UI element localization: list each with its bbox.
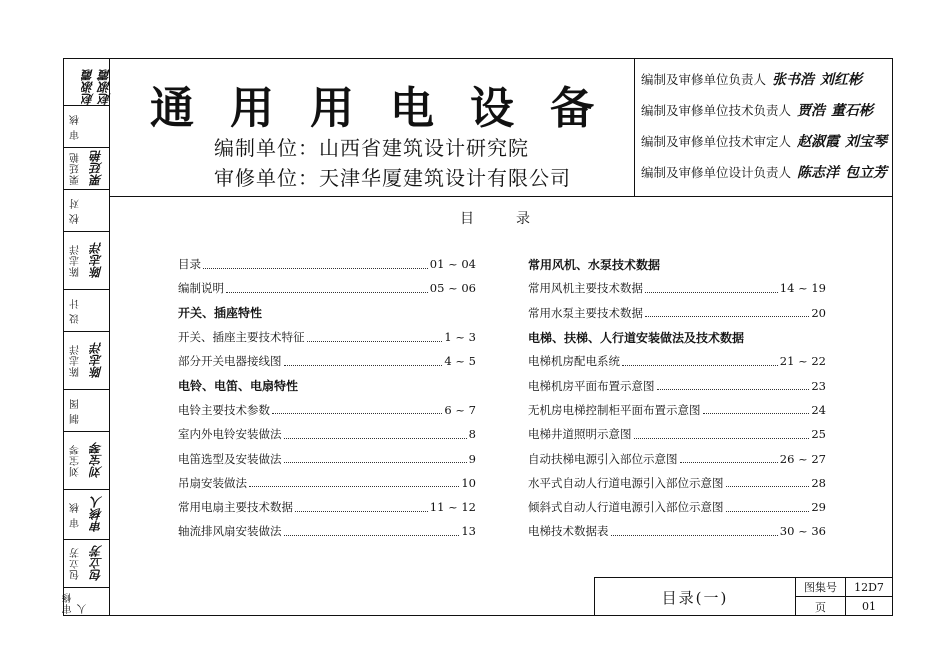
toc-entry-text: 开关、插座特性: [178, 306, 263, 321]
stamp-signature: [86, 588, 106, 614]
toc-entry-page: 10: [461, 475, 476, 490]
dot-leader: [284, 454, 467, 463]
responsibility-row: [641, 66, 862, 92]
toc-entry: [528, 422, 826, 446]
toc-entry: [528, 373, 826, 397]
stamp-cell: [63, 390, 109, 432]
toc-entry-page: 14 ~ 19: [779, 281, 826, 296]
toc-entry-page: 4 ~ 5: [444, 354, 476, 369]
dot-leader: [284, 527, 460, 536]
toc-entry-text: 电梯技术数据表: [528, 524, 609, 539]
toc-entry-text: 水平式自动人行道电源引入部位示意图: [528, 475, 724, 490]
toc-section-heading: [178, 301, 476, 325]
stamp-label: 审 核: [70, 113, 82, 140]
toc-entry: [178, 519, 476, 543]
toc-entry-page: 28: [811, 475, 826, 490]
atlas-number: 12D7: [846, 578, 892, 597]
toc-entry: [178, 349, 476, 373]
page-number: 01: [862, 600, 876, 613]
dot-leader: [226, 284, 428, 293]
toc-entry: [528, 471, 826, 495]
stamp-signature: [86, 106, 106, 147]
toc-entry-text: 常用电扇主要技术数据: [178, 500, 293, 515]
toc-entry-page: 29: [811, 500, 826, 515]
toc-entry-page: 13: [461, 524, 476, 539]
toc-entry-text: 轴流排风扇安装做法: [178, 524, 282, 539]
dot-leader: [645, 284, 778, 293]
toc-entry-page: 30 ~ 36: [779, 524, 826, 539]
signature-2: 刘宝琴: [845, 134, 888, 150]
toc-entry: [178, 446, 476, 470]
toc-entry-page: 26 ~ 27: [779, 451, 826, 466]
toc-left-column: [178, 252, 476, 544]
toc-entry-text: 常用风机主要技术数据: [528, 281, 643, 296]
toc-entry-page: 6 ~ 7: [444, 402, 476, 417]
toc-entry-text: 自动扶梯电源引入部位示意图: [528, 451, 678, 466]
dot-leader: [645, 308, 809, 317]
stamp-signature: 栗廷艳: [89, 150, 104, 187]
dot-leader: [703, 405, 810, 414]
stamp-signature: 审核人: [89, 496, 104, 533]
toc-entry: [528, 446, 826, 470]
header-block: [110, 58, 893, 197]
page-title: 通用用电设备: [150, 83, 630, 134]
toc-entry-text: 室内外电铃安装做法: [178, 427, 282, 442]
stamp-cell: [63, 190, 109, 232]
title-block: [594, 577, 893, 616]
stamp-signature: 陈志洋: [89, 242, 104, 279]
responsibility-row: [641, 159, 887, 185]
toc-entry-page: 9: [468, 451, 476, 466]
toc-entry-page: 20: [811, 305, 826, 320]
toc-entry-text: 开关、插座主要技术特征: [178, 330, 305, 345]
signature-1: 贾浩: [797, 103, 826, 119]
stamp-label: 审 核: [70, 501, 82, 528]
toc-right-column: [528, 252, 826, 544]
toc-entry: [528, 495, 826, 519]
toc-entry: [528, 519, 826, 543]
toc-entry-page: 23: [811, 378, 826, 393]
toc-entry-text: 常用风机、水泵技术数据: [528, 257, 661, 272]
toc-entry-text: 目录: [178, 257, 201, 272]
signature-2: 刘红彬: [820, 72, 863, 88]
toc-entry-text: 编制说明: [178, 281, 224, 296]
stamp-signature: [86, 390, 106, 431]
signature-1: 赵淑霞: [797, 134, 840, 150]
stamp-cell: [63, 58, 112, 106]
dot-leader: [203, 260, 428, 269]
toc-entry-text: 电笛选型及安装做法: [178, 451, 282, 466]
stamp-label: 栗廷艳: [70, 152, 82, 185]
stamp-signature: [86, 190, 106, 231]
stamp-label: 陈志洋: [70, 344, 82, 377]
dot-leader: [611, 527, 778, 536]
signature-1: 陈志洋: [797, 165, 840, 181]
toc-title: 目 录: [460, 211, 530, 227]
signature-2: 董石彬: [831, 103, 874, 119]
toc-entry-text: 吊扇安装做法: [178, 475, 247, 490]
toc-entry: [178, 252, 476, 276]
toc-entry: [178, 471, 476, 495]
toc-entry-text: 电梯机房配电系统: [528, 354, 620, 369]
dot-leader: [726, 478, 810, 487]
stamp-signature: 赵淑霞 赵淑霞: [81, 69, 112, 105]
dot-leader: [657, 381, 810, 390]
toc-entry: [178, 276, 476, 300]
compile-unit: 编制单位：山西省建筑设计研究院: [214, 136, 529, 160]
stamp-label: 设 计: [70, 297, 82, 324]
toc-entry: [178, 422, 476, 446]
stamp-label: 刘宝琴: [70, 444, 82, 477]
responsibility-row: [641, 97, 873, 123]
stamp-cell: [63, 432, 109, 490]
atlas-label: 图集号: [796, 578, 846, 597]
stamp-cell: [63, 232, 109, 290]
responsibility-role: 编制及审修单位技术负责人: [641, 103, 792, 118]
stamp-cell: [63, 332, 109, 390]
stamp-label: 陈志洋: [70, 244, 82, 277]
toc-section-heading: [528, 325, 826, 349]
toc-entry-page: 24: [811, 402, 826, 417]
toc-entry: [528, 398, 826, 422]
toc-entry-text: 电梯、扶梯、人行道安装做法及技术数据: [528, 330, 745, 345]
toc-entry-text: 电铃主要技术参数: [178, 402, 270, 417]
toc-entry-page: 1 ~ 3: [444, 330, 476, 345]
toc-section-heading: [528, 252, 826, 276]
toc-entry-text: 电铃、电笛、电扇特性: [178, 379, 299, 394]
responsibility-block: [634, 58, 893, 197]
page-label: 页: [796, 597, 846, 616]
toc-entry-text: 电梯机房平面布置示意图: [528, 378, 655, 393]
signature-1: 张书浩: [772, 72, 815, 88]
stamp-signature: [86, 290, 106, 331]
dot-leader: [307, 333, 443, 342]
toc-entry: [528, 349, 826, 373]
toc-entry-text: 电梯井道照明示意图: [528, 427, 632, 442]
toc-entry: [528, 301, 826, 325]
dot-leader: [284, 357, 443, 366]
toc-entry-page: 05 ~ 06: [429, 281, 476, 296]
stamp-cell: [63, 148, 109, 190]
signature-2: 包立芳: [845, 165, 888, 181]
toc-entry: [178, 495, 476, 519]
stamp-cell: [63, 290, 109, 332]
toc-entry-page: 25: [811, 427, 826, 442]
signature-column: [63, 58, 110, 616]
toc-entry: [528, 276, 826, 300]
toc-entry: [178, 325, 476, 349]
toc-entry: [178, 398, 476, 422]
responsibility-role: 编制及审修单位技术审定人: [641, 134, 792, 149]
responsibility-row: [641, 128, 887, 154]
stamp-label: 包立芳: [70, 547, 82, 580]
stamp-cell: [63, 490, 109, 540]
stamp-signature: 包立芳: [89, 545, 104, 582]
dot-leader: [295, 503, 428, 512]
stamp-cell: [63, 588, 109, 614]
stamp-label: 制 图: [70, 397, 82, 424]
toc-entry-text: 倾斜式自动人行道电源引入部位示意图: [528, 500, 724, 515]
dot-leader: [272, 405, 442, 414]
stamp-cell: [63, 106, 109, 148]
responsibility-role: 编制及审修单位负责人: [641, 72, 767, 87]
toc-entry-text: 部分开关电器接线图: [178, 354, 282, 369]
toc-entry-text: 无机房电梯控制柜平面布置示意图: [528, 402, 701, 417]
toc-entry-text: 常用水泵主要技术数据: [528, 305, 643, 320]
dot-leader: [284, 430, 467, 439]
toc-section-heading: [178, 373, 476, 397]
stamp-signature: 刘宝琴: [89, 442, 104, 479]
toc-entry-page: 11 ~ 12: [429, 500, 476, 515]
toc-entry-page: 8: [468, 427, 476, 442]
toc-entry-page: 21 ~ 22: [779, 354, 826, 369]
stamp-cell: [63, 540, 109, 588]
dot-leader: [726, 503, 810, 512]
dot-leader: [622, 357, 778, 366]
dot-leader: [634, 430, 810, 439]
stamp-label: 审修人: [63, 592, 89, 614]
sheet-title: 目录(一): [595, 578, 796, 616]
stamp-label: 校 对: [70, 197, 82, 224]
toc-entry-page: 01 ~ 04: [429, 257, 476, 272]
dot-leader: [249, 478, 459, 487]
review-unit: 审修单位：天津华厦建筑设计有限公司: [214, 166, 571, 190]
stamp-signature: 陈志洋: [89, 342, 104, 379]
dot-leader: [680, 454, 778, 463]
responsibility-role: 编制及审修单位设计负责人: [641, 165, 792, 180]
